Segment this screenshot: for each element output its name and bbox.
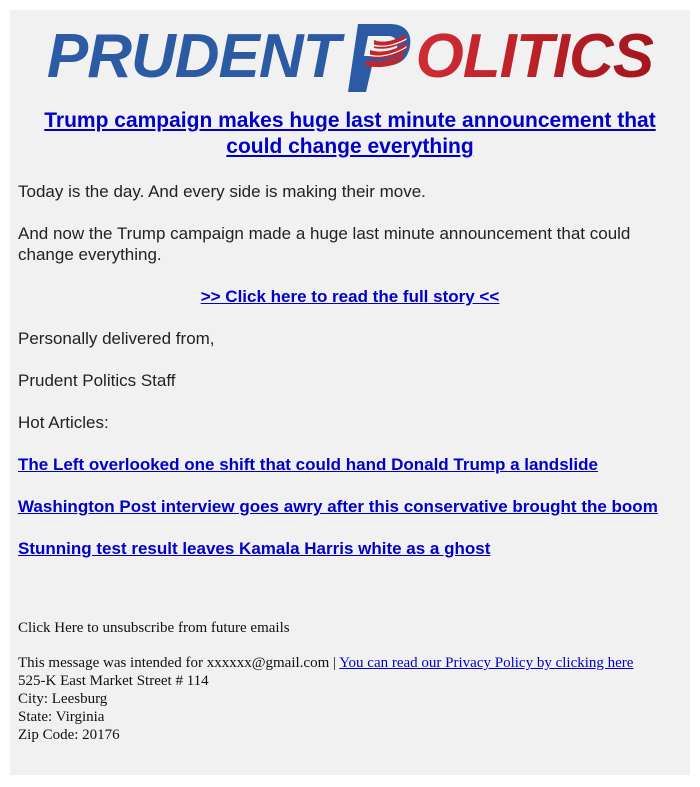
headline xyxy=(18,108,682,160)
logo-text-olitics: OLITICS xyxy=(415,22,654,91)
intro-paragraph: Today is the day. And every side is making their move. xyxy=(18,182,426,201)
headline-link[interactable]: Trump campaign makes huge last minute announcement that could change everything xyxy=(44,109,656,158)
hot-article-link-2[interactable]: Washington Post interview goes awry after this conservative brought the boom xyxy=(18,497,658,516)
prudent-politics-logo[interactable] xyxy=(47,20,653,94)
hot-article-link-1[interactable]: The Left overlooked one shift that could hand Donald Trump a landslide xyxy=(18,455,598,474)
logo-header[interactable] xyxy=(18,10,682,100)
email-body xyxy=(10,10,690,775)
hot-article-item xyxy=(18,538,682,559)
staff-signature: Prudent Politics Staff xyxy=(18,371,176,390)
state-line: State: Virginia xyxy=(18,709,105,725)
address-line: 525-K East Market Street # 114 xyxy=(18,673,209,689)
read-full-story-link[interactable]: >> Click here to read the full story << xyxy=(200,287,500,306)
hot-articles-heading: Hot Articles: xyxy=(18,413,109,432)
cta-row xyxy=(18,287,682,307)
footer-block xyxy=(18,654,682,744)
unsubscribe-text[interactable]: Click Here to unsubscribe from future emails xyxy=(18,620,290,636)
logo-text-prudent: PRUDENT xyxy=(46,22,340,91)
announcement-paragraph: And now the Trump campaign made a huge last minute announcement that could change everything. xyxy=(18,224,631,264)
footer-separator: | xyxy=(333,655,337,671)
delivered-from-text: Personally delivered from, xyxy=(18,329,215,348)
privacy-policy-link[interactable]: You can read our Privacy Policy by clicking here xyxy=(339,655,634,671)
intended-line xyxy=(18,654,682,672)
intended-recipient-text: This message was intended for xxxxxx@gmail.com xyxy=(18,655,330,671)
hot-article-item xyxy=(18,496,682,517)
hot-article-item xyxy=(18,454,682,475)
city-line: City: Leesburg xyxy=(18,691,108,707)
zip-line: Zip Code: 20176 xyxy=(18,727,120,743)
hot-article-link-3[interactable]: Stunning test result leaves Kamala Harris white as a ghost xyxy=(18,539,491,558)
flag-p-icon xyxy=(344,20,414,94)
